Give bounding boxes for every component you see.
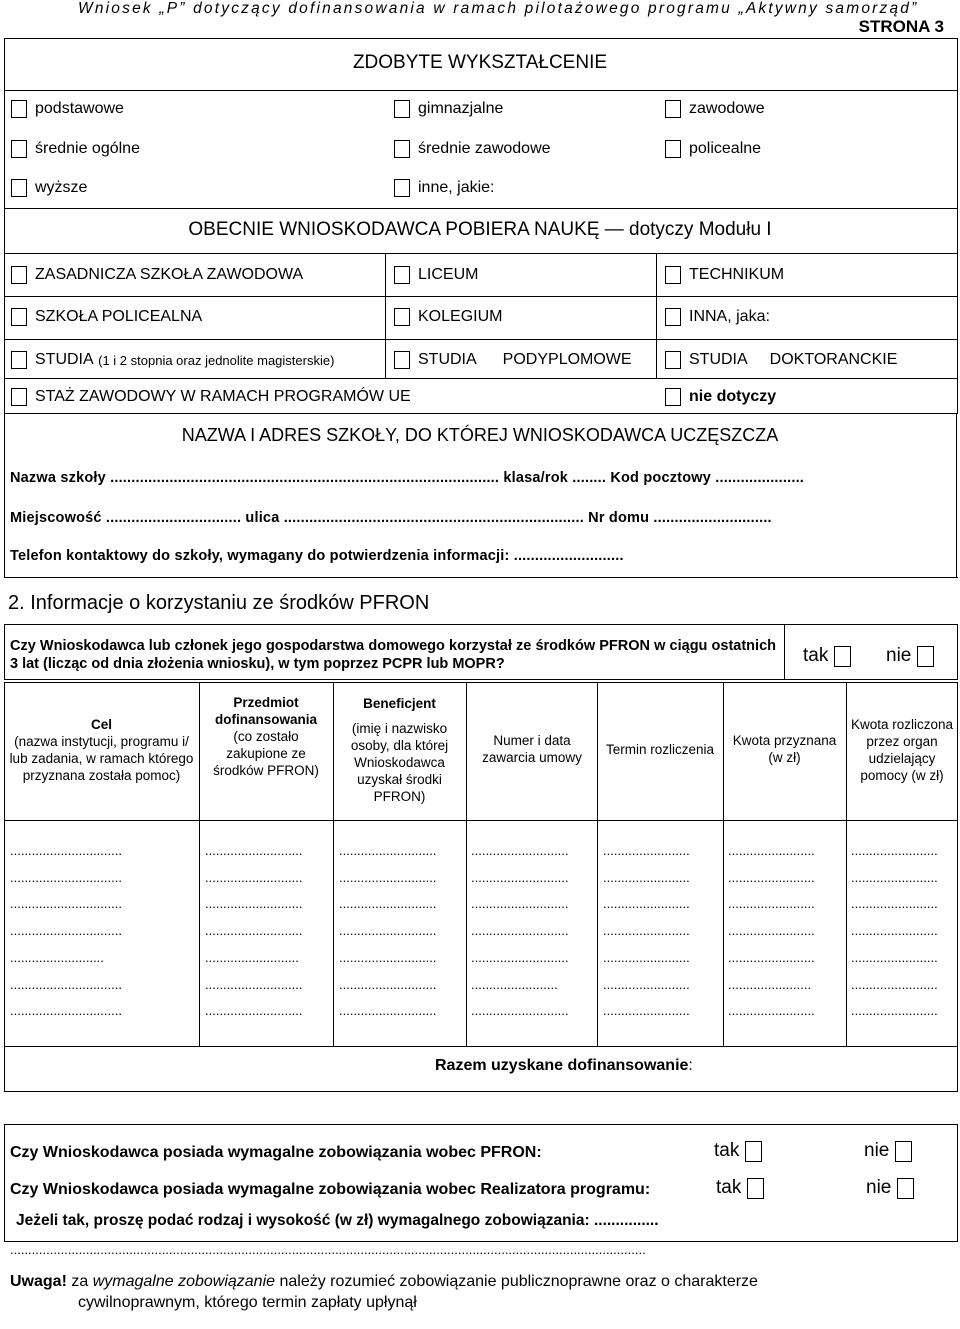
obligation-details-continuation[interactable]: ................................................................................................................................................................................ xyxy=(10,1242,646,1257)
option-inne[interactable]: inne, jakie: xyxy=(394,179,495,197)
obligation-pfron-question: Czy Wnioskodawca posiada wymagalne zobowiązania wobec PFRON: xyxy=(10,1144,542,1161)
checkbox[interactable] xyxy=(394,179,410,197)
checkbox[interactable] xyxy=(665,140,681,158)
option-srednie-zawodowe[interactable]: średnie zawodowe xyxy=(394,140,551,158)
przedmiot-fill[interactable]: ........................... ........................... ........................... ........................... .......................... ........................... ........................... xyxy=(205,843,303,1019)
checkbox[interactable] xyxy=(11,140,27,158)
option-nie-dotyczy[interactable]: nie dotyczy xyxy=(665,388,776,406)
checkbox[interactable] xyxy=(665,351,681,369)
checkbox[interactable] xyxy=(394,351,410,369)
option-technikum[interactable]: TECHNIKUM xyxy=(665,266,784,284)
option-wyzsze[interactable]: wyższe xyxy=(11,179,87,197)
checkbox[interactable] xyxy=(11,388,27,406)
option-kolegium[interactable]: KOLEGIUM xyxy=(394,308,502,326)
option-zasadnicza[interactable]: ZASADNICZA SZKOŁA ZAWODOWA xyxy=(11,266,303,284)
col-przedmiot: Przedmiot dofinansowania (co zostało zakupione ze środków PFRON) xyxy=(213,694,319,778)
checkbox[interactable] xyxy=(665,308,681,326)
option-staz[interactable]: STAŻ ZAWODOWY W RAMACH PROGRAMÓW UE xyxy=(11,388,411,406)
uwaga-note-cont: cywilnoprawnym, którego termin zapłaty upłynął xyxy=(78,1294,417,1311)
obligation-realizator-tak[interactable]: tak xyxy=(716,1177,764,1199)
option-srednie-ogolne[interactable]: średnie ogólne xyxy=(11,140,140,158)
checkbox[interactable] xyxy=(11,266,27,284)
obligation-pfron-tak[interactable]: tak xyxy=(714,1140,762,1162)
checkbox[interactable] xyxy=(11,100,27,118)
school-address-field[interactable]: Miejscowość ................................ ulica ....................................................................... Nr domu ............................ xyxy=(10,510,772,526)
checkbox[interactable] xyxy=(394,100,410,118)
checkbox[interactable] xyxy=(394,140,410,158)
checkbox[interactable] xyxy=(745,1141,762,1162)
option-liceum[interactable]: LICEUM xyxy=(394,266,478,284)
checkbox[interactable] xyxy=(747,1178,764,1199)
checkbox[interactable] xyxy=(394,266,410,284)
section2-heading: 2. Informacje o korzystaniu ze środków PFRON xyxy=(8,592,430,614)
option-policealne[interactable]: policealne xyxy=(665,140,761,158)
pfron-nie[interactable]: nie xyxy=(886,645,934,667)
pfron-tak[interactable]: tak xyxy=(803,645,851,667)
option-podstawowe[interactable]: podstawowe xyxy=(11,100,124,118)
kwota-przyznana-fill[interactable]: ........................ ........................ ........................ ........................ ........................ ....................... ........................ xyxy=(728,843,815,1019)
pfron-question: Czy Wnioskodawca lub członek jego gospodarstwa domowego korzystał ze środków PFRON w ciągu ostatnich 3 lat (licząc od dnia złożenia wniosku), w tym poprzez PCPR lub MOPR? xyxy=(10,638,776,672)
obligation-pfron-nie[interactable]: nie xyxy=(864,1140,912,1162)
razem-label: Razem uzyskane dofinansowanie: xyxy=(435,1057,693,1074)
beneficjent-fill[interactable]: ........................... ........................... ........................... ........................... ........................... ........................... ........................... xyxy=(339,843,437,1019)
cel-fill[interactable]: ............................... ............................... ............................... ............................... .......................... ............................... ............................... xyxy=(10,843,122,1019)
running-header: Wniosek „P” dotyczący dofinansowania w ramach pilotażowego programu „Aktywny samorząd” xyxy=(78,0,919,17)
col-termin: Termin rozliczenia xyxy=(605,741,715,757)
checkbox[interactable] xyxy=(895,1141,912,1162)
numer-fill[interactable]: ........................... ........................... ........................... ........................... ........................... ........................ ........................... xyxy=(471,843,569,1019)
option-inna[interactable]: INNA, jaka: xyxy=(665,308,770,326)
checkbox[interactable] xyxy=(897,1178,914,1199)
checkbox[interactable] xyxy=(917,646,934,667)
col-kwota-rozliczona: Kwota rozliczona przez organ udzielający pomocy (w zł) xyxy=(850,717,954,783)
obligation-realizator-question: Czy Wnioskodawca posiada wymagalne zobowiązania wobec Realizatora programu: xyxy=(10,1181,651,1198)
school-name-field[interactable]: Nazwa szkoły ............................................................................................ klasa/rok ........ Kod pocztowy ..................... xyxy=(10,470,805,486)
education-title: ZDOBYTE WYKSZTAŁCENIE xyxy=(352,52,608,73)
col-numer: Numer i data zawarcia umowy xyxy=(482,733,582,765)
checkbox[interactable] xyxy=(665,100,681,118)
option-studia[interactable]: STUDIA (1 i 2 stopnia oraz jednolite magisterskie) xyxy=(11,351,334,369)
termin-fill[interactable]: ........................ ........................ ........................ ........................ ........................ ........................ ........................ xyxy=(603,843,690,1019)
option-szkola-policealna[interactable]: SZKOŁA POLICEALNA xyxy=(11,308,202,326)
col-kwota-przyznana: Kwota przyznana (w zł) xyxy=(732,733,837,765)
option-podyplomowe[interactable]: STUDIA PODYPLOMOWE xyxy=(394,351,632,369)
school-title: NAZWA I ADRES SZKOŁY, DO KTÓREJ WNIOSKODAWCA UCZĘSZCZA xyxy=(181,425,779,445)
checkbox[interactable] xyxy=(665,266,681,284)
option-zawodowe[interactable]: zawodowe xyxy=(665,100,765,118)
kwota-rozliczona-fill[interactable]: ........................ ........................ ........................ ........................ ........................ ........................ ........................ xyxy=(851,843,938,1019)
uwaga-note: Uwaga! za wymagalne zobowiązanie należy rozumieć zobowiązanie publicznoprawne oraz o charakterze xyxy=(10,1273,758,1290)
page-number: STRONA 3 xyxy=(858,17,944,36)
checkbox[interactable] xyxy=(834,646,851,667)
checkbox[interactable] xyxy=(11,179,27,197)
obligation-details-field[interactable]: Jeżeli tak, proszę podać rodzaj i wysokość (w zł) wymagalnego zobowiązania: ............... xyxy=(16,1212,659,1229)
option-doktoranckie[interactable]: STUDIA DOKTORANCKIE xyxy=(665,351,897,369)
checkbox[interactable] xyxy=(11,308,27,326)
checkbox[interactable] xyxy=(394,308,410,326)
school-phone-field[interactable]: Telefon kontaktowy do szkoły, wymagany do potwierdzenia informacji: .......................... xyxy=(10,548,624,564)
checkbox[interactable] xyxy=(11,351,27,369)
study-title: OBECNIE WNIOSKODAWCA POBIERA NAUKĘ — dotyczy Modułu I xyxy=(188,219,772,240)
option-gimnazjalne[interactable]: gimnazjalne xyxy=(394,100,503,118)
obligation-realizator-nie[interactable]: nie xyxy=(866,1177,914,1199)
col-beneficjent: Beneficjent (imię i nazwisko osoby, dla której Wnioskodawca uzyskał środki PFRON) xyxy=(350,696,449,804)
checkbox[interactable] xyxy=(665,388,681,406)
col-cel: Cel (nazwa instytucji, programu i/ lub zadania, w ramach którego przyznana została pomoc) xyxy=(9,717,194,783)
